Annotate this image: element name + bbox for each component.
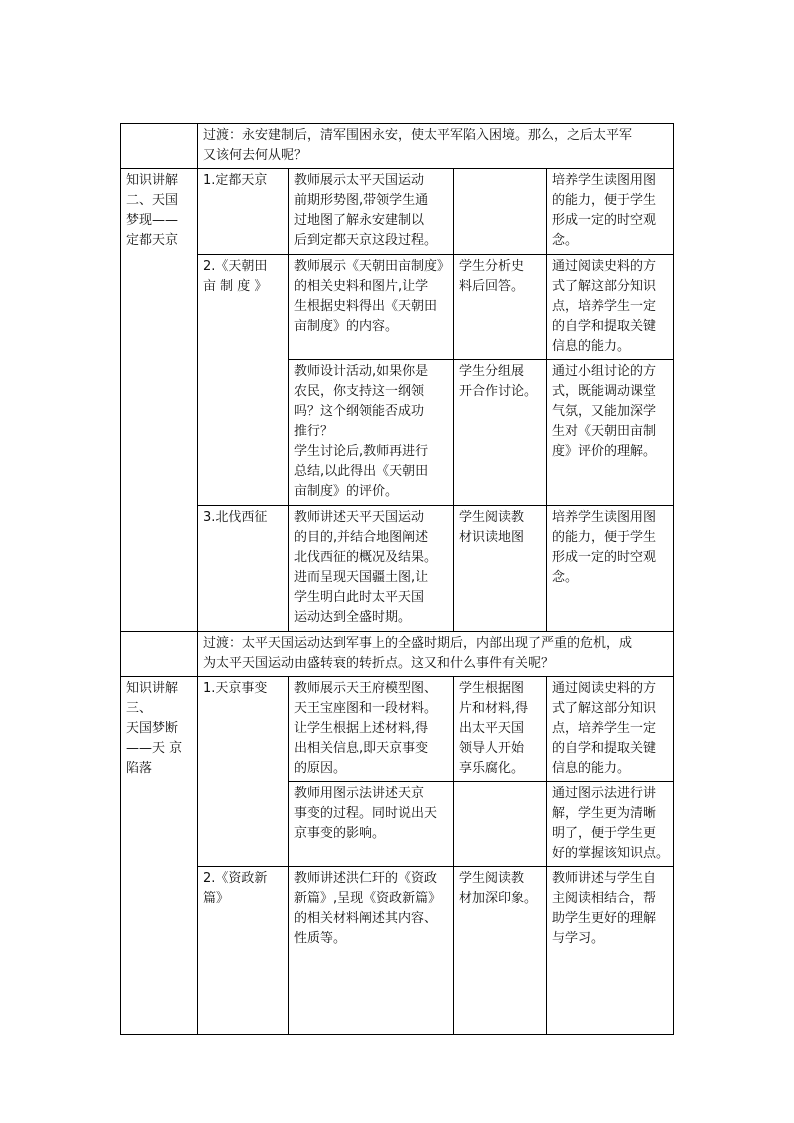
empty-cell — [121, 124, 198, 169]
table-row — [121, 867, 674, 1035]
student-activity-cell: 学生分组展 开合作讨论。 — [454, 360, 547, 506]
transition-text: 过渡：太平天国运动达到军事上的全盛时期后，内部出现了严重的危机，成 为太平天国运动由盛转衰的转折点。这又和什么事件有关呢？ — [198, 632, 674, 677]
topic-cell: 3.北伐西征 — [198, 506, 289, 632]
teacher-activity-cell: 教师展示《天朝田亩制度》 的相关史料和图片,让学 生根据史料得出《天朝田 亩制度》的内容。 — [289, 255, 454, 360]
design-purpose-cell: 通过阅读史料的方 式了解这部分知识 点，培养学生一定 的自学和提取关键 信息的能力。 — [547, 677, 674, 782]
teacher-activity-cell: 教师讲述天平天国运动 的目的,并结合地图阐述 北伐西征的概况及结果。 进而呈现天国疆土图,让 学生明白此时太平天国 运动达到全盛时期。 — [289, 506, 454, 632]
design-purpose-cell: 教师讲述与学生自 主阅读相结合，帮 助学生更好的理解 与学习。 — [547, 867, 674, 1035]
lesson-plan-table — [120, 123, 674, 1035]
table-row — [121, 677, 674, 782]
section-title: 知识讲解 三、 天国梦断 ——天 京 陷落 — [121, 677, 198, 1035]
table-row — [121, 255, 674, 360]
transition-text: 过渡：永安建制后，清军围困永安，使太平军陷入困境。那么，之后太平军 又该何去何从呢？ — [198, 124, 674, 169]
design-purpose-cell: 培养学生读图用图 的能力，便于学生 形成一定的时空观 念。 — [547, 506, 674, 632]
design-purpose-cell: 通过小组讨论的方 式，既能调动课堂 气氛，又能加深学 生对《天朝田亩制 度》评价的理解。 — [547, 360, 674, 506]
topic-cell: 2.《天朝田 亩 制 度 》 — [198, 255, 289, 506]
teacher-activity-cell: 教师设计活动,如果你是 农民，你支持这一纲领 吗？这个纲领能否成功 推行？ 学生讨论后,教师再进行 总结,以此得出《天朝田 亩制度》的评价。 — [289, 360, 454, 506]
student-activity-cell: 学生阅读教 材识读地图 — [454, 506, 547, 632]
design-purpose-cell: 通过图示法进行讲 解，学生更为清晰 明了，便于学生更 好的掌握该知识点。 — [547, 782, 674, 867]
table-row — [121, 169, 674, 255]
teacher-activity-cell: 教师展示太平天国运动 前期形势图,带领学生通 过地图了解永安建制以 后到定都天京这段过程。 — [289, 169, 454, 255]
transition-row — [121, 632, 674, 677]
student-activity-cell — [454, 782, 547, 867]
teacher-activity-cell: 教师讲述洪仁玕的《资政 新篇》,呈现《资政新篇》 的相关材料阐述其内容、 性质等。 — [289, 867, 454, 1035]
student-activity-cell: 学生根据图 片和材料,得 出太平天国 领导人开始 享乐腐化。 — [454, 677, 547, 782]
design-purpose-cell: 通过阅读史料的方 式了解这部分知识 点，培养学生一定 的自学和提取关键 信息的能力。 — [547, 255, 674, 360]
teacher-activity-cell: 教师展示天王府模型图、 天王宝座图和一段材料。 让学生根据上述材料,得 出相关信息,即天京事变 的原因。 — [289, 677, 454, 782]
empty-cell — [121, 632, 198, 677]
topic-cell: 1.定都天京 — [198, 169, 289, 255]
section-title: 知识讲解 二、天国 梦现—— 定都天京 — [121, 169, 198, 632]
topic-cell: 2.《资政新 篇》 — [198, 867, 289, 1035]
teacher-activity-cell: 教师用图示法讲述天京 事变的过程。同时说出天 京事变的影响。 — [289, 782, 454, 867]
student-activity-cell: 学生分析史 料后回答。 — [454, 255, 547, 360]
student-activity-cell — [454, 169, 547, 255]
student-activity-cell: 学生阅读教 材加深印象。 — [454, 867, 547, 1035]
design-purpose-cell: 培养学生读图用图 的能力，便于学生 形成一定的时空观 念。 — [547, 169, 674, 255]
table-row — [121, 506, 674, 632]
topic-cell: 1.天京事变 — [198, 677, 289, 867]
transition-row — [121, 124, 674, 169]
